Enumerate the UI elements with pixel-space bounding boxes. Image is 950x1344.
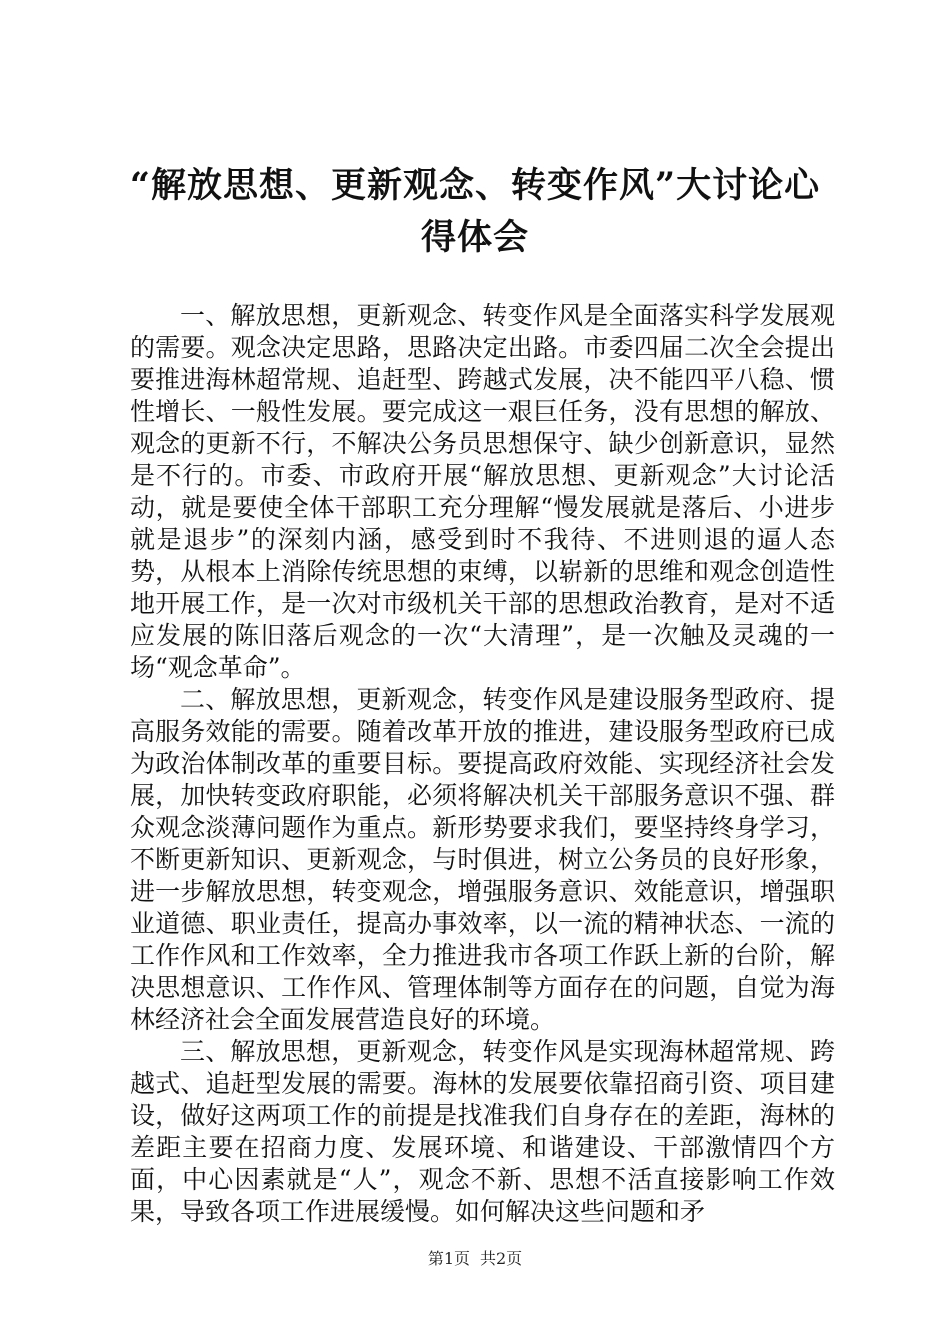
page-number: 第1页 bbox=[427, 1249, 470, 1268]
document-title: “解放思想、更新观念、转变作风”大讨论心得体会 bbox=[129, 165, 821, 258]
page-total: 共2页 bbox=[480, 1249, 523, 1268]
paragraph-3: 三、解放思想，更新观念，转变作风是实现海林超常规、跨越式、追赶型发展的需要。海林的发展要依靠招商引资、项目建设，做好这两项工作的前提是找准我们自身存在的差距，海林的差距主要在招商力度、发展环境、和谐建设、干部激情四个方面，中心因素就是“人”，观念不新、思想不活直接影响工作效果，导致各项工作进展缓慢。如何解决这些问题和矛 bbox=[130, 1037, 835, 1226]
paragraph-2: 二、解放思想，更新观念，转变作风是建设服务型政府、提高服务效能的需要。随着改革开放的推进，建设服务型政府已成为政治体制改革的重要目标。要提高政府效能、实现经济社会发展，加快转变政府职能，必须将解决机关干部服务意识不强、群众观念淡薄问题作为重点。新形势要求我们，要坚持终身学习，不断更新知识、更新观念，与时俱进，树立公务员的良好形象，进一步解放思想，转变观念，增强服务意识、效能意识，增强职业道德、职业责任，提高办事效率，以一流的精神状态、一流的工作作风和工作效率，全力推进我市各项工作跃上新的台阶，解决思想意识、工作作风、管理体制等方面存在的问题，自觉为海林经济社会全面发展营造良好的环境。 bbox=[130, 685, 835, 1034]
paragraph-1: 一、解放思想，更新观念、转变作风是全面落实科学发展观的需要。观念决定思路，思路决定出路。市委四届二次全会提出要推进海林超常规、追赶型、跨越式发展，决不能四平八稳、惯性增长、一般性发展。要完成这一艰巨任务，没有思想的解放、观念的更新不行，不解决公务员思想保守、缺少创新意识，显然是不行的。市委、市政府开展“解放思想、更新观念”大讨论活动，就是要使全体干部职工充分理解“慢发展就是落后、小进步就是退步”的深刻内涵，感受到时不我待、不进则退的逼人态势，从根本上消除传统思想的束缚，以崭新的思维和观念创造性地开展工作，是一次对市级机关干部的思想政治教育，是对不适应发展的陈旧落后观念的一次“大清理”，是一次触及灵魂的一场“观念革命”。 bbox=[130, 301, 835, 682]
page-footer bbox=[0, 1246, 950, 1269]
document-body bbox=[130, 300, 835, 1228]
